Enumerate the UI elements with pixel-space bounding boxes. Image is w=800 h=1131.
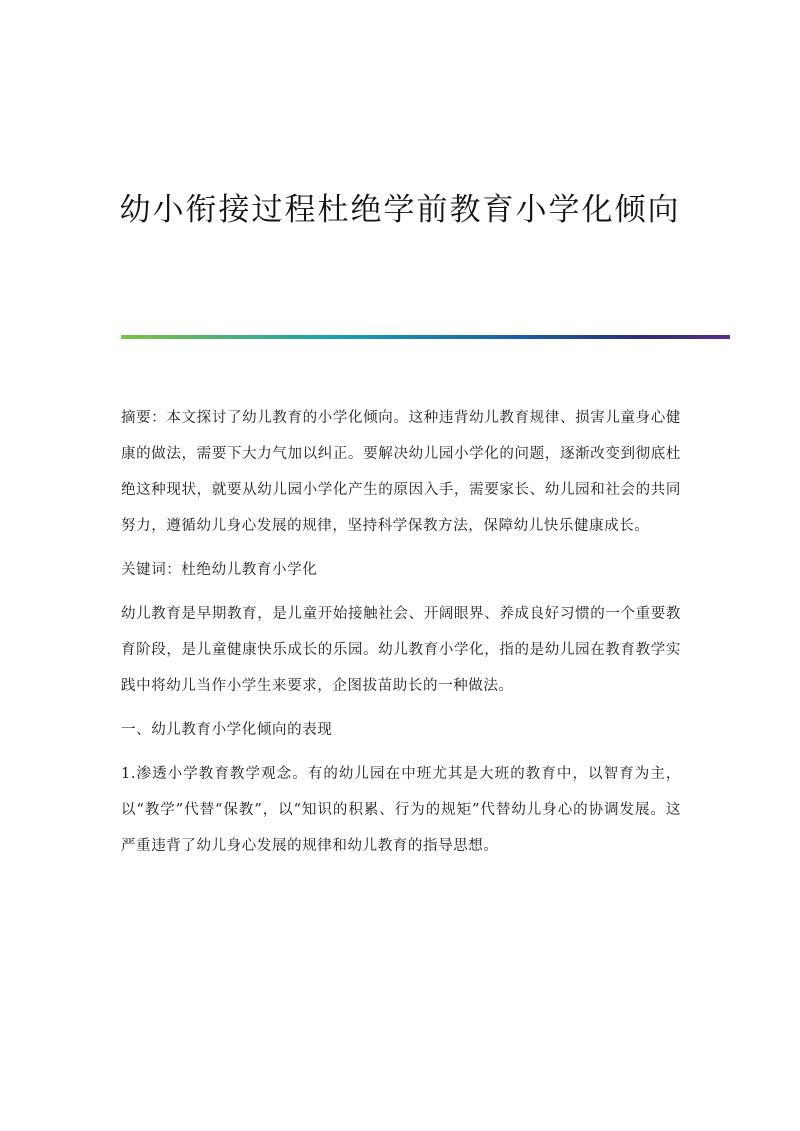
body-paragraph: 1.渗透小学教育教学观念。有的幼儿园在中班尤其是大班的教育中，以智育为主，以“教学”代替“保教”，以“知识的积累、行为的规矩”代替幼儿身心的协调发展。这严重违背了幼儿身心发展的规律和幼儿教育的指导思想。 xyxy=(121,766,681,854)
intro-paragraph: 幼儿教育是早期教育，是儿童开始接触社会、开阔眼界、养成良好习惯的一个重要教育阶段，是儿童健康快乐成长的乐园。幼儿教育小学化，指的是幼儿园在教育教学实践中将幼儿当作小学生来要求，企图拔苗助长的一种做法。 xyxy=(121,606,681,694)
document-body xyxy=(121,400,681,872)
abstract-paragraph: 摘要：本文探讨了幼儿教育的小学化倾向。这种违背幼儿教育规律、损害儿童身心健康的做法，需要下大力气加以纠正。要解决幼儿园小学化的问题，逐渐改变到彻底杜绝这种现状，就要从幼儿园小学化产生的原因入手，需要家长、幼儿园和社会的共同努力，遵循幼儿身心发展的规律，坚持科学保教方法，保障幼儿快乐健康成长。 xyxy=(121,410,681,534)
document-title: 幼小衔接过程杜绝学前教育小学化倾向 xyxy=(119,192,681,228)
title-divider xyxy=(121,335,730,339)
keywords-paragraph: 关键词：杜绝幼儿教育小学化 xyxy=(121,562,318,578)
section-heading: 一、幼儿教育小学化倾向的表现 xyxy=(121,722,333,738)
